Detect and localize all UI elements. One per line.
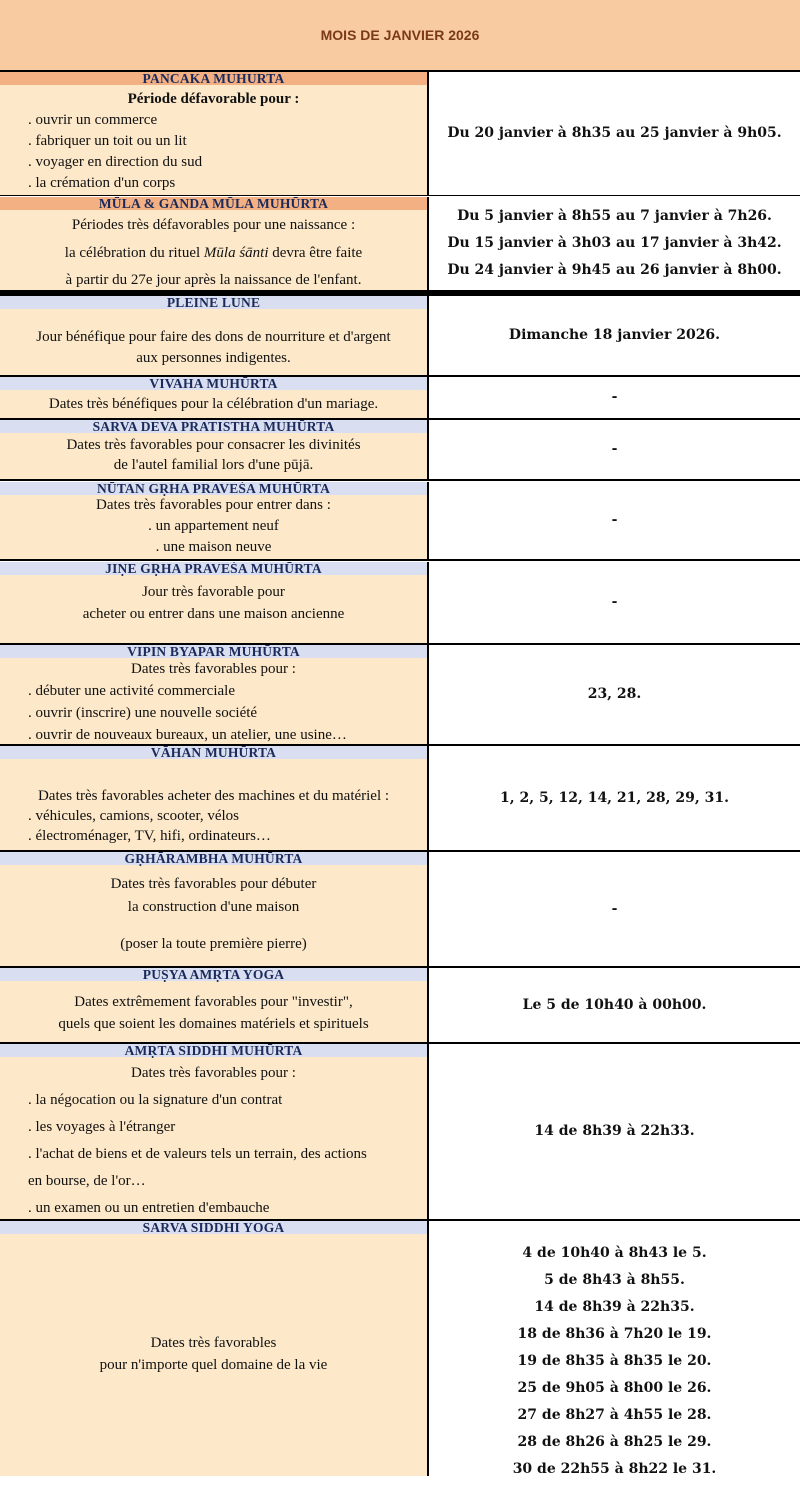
- date-value: -: [611, 594, 618, 610]
- section-title: PANCAKA MUHURTA: [0, 72, 427, 85]
- description-line: . un examen ou un entretien d'embauche: [28, 1200, 270, 1216]
- section-dates: [429, 296, 800, 375]
- section-description: [0, 377, 427, 418]
- section-row: [0, 296, 800, 375]
- section-row: [0, 1044, 800, 1219]
- month-header: [0, 0, 800, 70]
- date-value: Du 20 janvier à 8h35 au 25 janvier à 9h05.: [447, 125, 782, 141]
- section-dates: [429, 852, 800, 966]
- section-dates: [429, 377, 800, 418]
- date-value: -: [611, 389, 618, 405]
- description-line: . débuter une activité commerciale: [28, 683, 235, 699]
- section-title: AMṚTA SIDDHI MUHŪRTA: [0, 1044, 427, 1057]
- description-line: Dates très favorables: [150, 1335, 277, 1351]
- description-line: aux personnes indigentes.: [136, 350, 291, 366]
- section-description: [0, 296, 427, 375]
- row-separator: [0, 479, 800, 481]
- section-row: [0, 852, 800, 966]
- section-dates: [429, 968, 800, 1042]
- section-description: [0, 72, 427, 195]
- section-description: [0, 968, 427, 1042]
- description-line: . véhicules, camions, scooter, vélos: [28, 808, 240, 824]
- section-dates: [429, 72, 800, 195]
- section-description: [0, 852, 427, 966]
- date-value: Du 5 janvier à 8h55 au 7 janvier à 7h26.: [457, 208, 772, 224]
- description-line: . électroménager, TV, hifi, ordinateurs…: [28, 828, 271, 844]
- section-description: [0, 746, 427, 850]
- description-line: . un appartement neuf: [148, 518, 279, 534]
- section-row: [0, 746, 800, 850]
- section-title: VĀHAN MUHŪRTA: [0, 746, 427, 759]
- section-dates: [429, 1044, 800, 1219]
- section-dates: [429, 482, 800, 559]
- date-value: -: [611, 512, 618, 528]
- section-description: [0, 645, 427, 744]
- description-line: en bourse, de l'or…: [28, 1173, 146, 1189]
- date-value: -: [611, 900, 618, 917]
- section-title: PUṢYA AMṚTA YOGA: [0, 968, 427, 981]
- date-value: 27 de 8h27 à 4h55 le 28.: [517, 1407, 712, 1423]
- row-separator: [0, 559, 800, 561]
- section-row: [0, 197, 800, 290]
- description-line: . ouvrir (inscrire) une nouvelle société: [28, 705, 258, 721]
- date-value: 30 de 22h55 à 8h22 le 31.: [512, 1461, 717, 1477]
- description-line: (poser la toute première pierre): [120, 936, 307, 952]
- section-description: [0, 482, 427, 559]
- description-line: . l'achat de biens et de valeurs tels un terrain, des actions: [28, 1146, 367, 1162]
- section-title: SARVA DEVA PRATISTHA MUHŪRTA: [0, 420, 427, 433]
- description-line: Dates très favorables pour consacrer les divinités: [66, 437, 361, 453]
- date-value: 1, 2, 5, 12, 14, 21, 28, 29, 31.: [500, 789, 729, 806]
- description-line: . une maison neuve: [155, 539, 272, 555]
- description-line: Dates très favorables pour débuter: [110, 876, 317, 892]
- date-value: 19 de 8h35 à 8h35 le 20.: [517, 1353, 712, 1369]
- section-dates: [429, 746, 800, 850]
- section-title: MŪLA & GANDA MŪLA MUHŪRTA: [0, 197, 427, 210]
- description-line: Périodes très défavorables pour une naissance :: [71, 217, 356, 233]
- description-line: acheter ou entrer dans une maison ancienne: [82, 606, 345, 622]
- section-row: [0, 482, 800, 559]
- description-line: la construction d'une maison: [127, 899, 300, 915]
- section-title: SARVA SIDDHI YOGA: [0, 1221, 427, 1234]
- description-line: Dates extrêmement favorables pour "investir",: [74, 994, 353, 1010]
- section-dates: [429, 562, 800, 643]
- section-dates: [429, 645, 800, 744]
- description-line: . fabriquer un toit ou un lit: [28, 133, 187, 149]
- description-line: pour n'importe quel domaine de la vie: [99, 1357, 328, 1373]
- description-line: Dates très favorables pour :: [131, 661, 296, 677]
- section-description: [0, 1221, 427, 1476]
- description-line: à partir du 27e jour après la naissance de l'enfant.: [65, 272, 362, 288]
- section-dates: [429, 420, 800, 479]
- section-description: [0, 1044, 427, 1219]
- section-row: [0, 968, 800, 1042]
- section-row: [0, 420, 800, 479]
- section-description: [0, 420, 427, 479]
- description-line: Période défavorable pour :: [127, 91, 300, 107]
- description-line: . la crémation d'un corps: [28, 175, 176, 191]
- section-title: VIPIN BYAPAR MUHŪRTA: [0, 645, 427, 658]
- section-row: [0, 377, 800, 418]
- date-value: 23, 28.: [587, 686, 642, 702]
- section-title: VIVAHA MUHŪRTA: [0, 377, 427, 390]
- section-row: [0, 1221, 800, 1476]
- description-line: . ouvrir de nouveaux bureaux, un atelier, une usine…: [28, 727, 347, 743]
- section-title: JIṆE GṚHA PRAVEŚA MUHŪRTA: [0, 562, 427, 575]
- description-line: la célébration du rituel Mūla śānti devra être faite: [64, 244, 363, 261]
- date-value: 18 de 8h36 à 7h20 le 19.: [517, 1326, 712, 1342]
- description-line: . les voyages à l'étranger: [28, 1119, 176, 1135]
- section-title: NŪTAN GṚHA PRAVEŚA MUHŪRTA: [0, 482, 427, 495]
- section-title: PLEINE LUNE: [0, 296, 427, 309]
- section-description: [0, 197, 427, 290]
- section-row: [0, 562, 800, 643]
- description-line: quels que soient les domaines matériels et spirituels: [58, 1016, 369, 1032]
- description-line: Dates très favorables pour :: [131, 1065, 296, 1081]
- description-line: Dates très bénéfiques pour la célébration d'un mariage.: [48, 396, 379, 412]
- section-title: GṚHĀRAMBHA MUHŪRTA: [0, 852, 427, 865]
- section-dates: [429, 1221, 800, 1495]
- date-value: 25 de 9h05 à 8h00 le 26.: [517, 1380, 712, 1396]
- section-dates: [429, 197, 800, 290]
- description-line: de l'autel familial lors d'une pūjā.: [113, 457, 314, 473]
- description-line: Dates très favorables pour entrer dans :: [96, 497, 331, 513]
- date-value: Le 5 de 10h40 à 00h00.: [522, 996, 707, 1013]
- date-value: 14 de 8h39 à 22h33.: [534, 1123, 695, 1139]
- date-value: 28 de 8h26 à 8h25 le 29.: [517, 1434, 712, 1450]
- description-line: Jour très favorable pour: [142, 584, 285, 600]
- description-line: . la négocation ou la signature d'un contrat: [28, 1092, 283, 1108]
- description-line: . ouvrir un commerce: [28, 112, 158, 128]
- description-line: . voyager en direction du sud: [28, 154, 203, 170]
- date-value: Dimanche 18 janvier 2026.: [508, 327, 721, 343]
- date-value: Du 24 janvier à 9h45 au 26 janvier à 8h00.: [447, 262, 782, 278]
- description-line: Dates très favorables acheter des machines et du matériel :: [37, 788, 390, 804]
- date-value: -: [611, 441, 618, 457]
- date-value: 4 de 10h40 à 8h43 le 5.: [522, 1245, 707, 1261]
- date-value: 14 de 8h39 à 22h35.: [534, 1299, 695, 1315]
- date-value: Du 15 janvier à 3h03 au 17 janvier à 3h42.: [447, 235, 782, 251]
- description-line: Jour bénéfique pour faire des dons de nourriture et d'argent: [36, 329, 391, 345]
- section-row: [0, 72, 800, 195]
- date-value: 5 de 8h43 à 8h55.: [544, 1272, 685, 1288]
- section-row: [0, 645, 800, 744]
- month-title: MOIS DE JANVIER 2026: [320, 27, 480, 43]
- section-description: [0, 562, 427, 643]
